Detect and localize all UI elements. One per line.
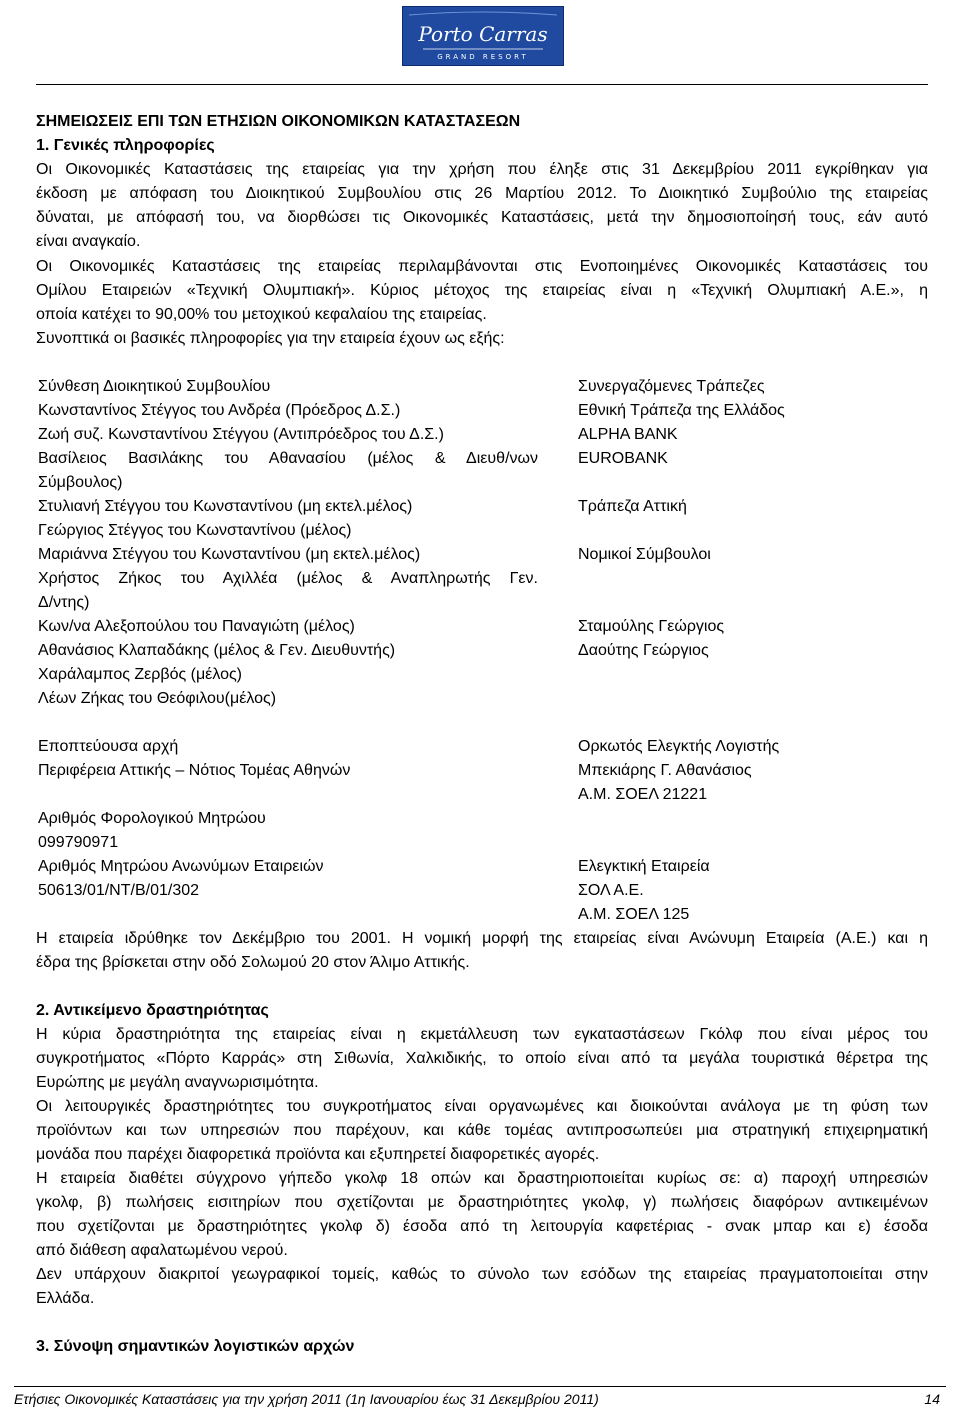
paragraph-5-line-3: Ευρώπης με μεγάλη αναγνωρισιμότητα. <box>36 1074 319 1091</box>
logo-text-main: Porto Carras <box>418 22 548 46</box>
legal-advisor: Δαούτης Γεώργιος <box>578 642 709 659</box>
paragraph-8-line-1: Δεν υπάρχουν διακριτοί γεωγραφικοί τομείς, καθώς το σύνολο των εσόδων της εταιρείας πραγματοποιείται στην <box>36 1266 928 1283</box>
board-member: Χαράλαμπος Ζερβός (μέλος) <box>38 666 243 683</box>
paragraph-8-line-2: Ελλάδα. <box>36 1290 95 1307</box>
auditor-heading: Ορκωτός Ελεγκτής Λογιστής <box>578 738 780 755</box>
board-member-cont: Δ/ντης) <box>38 594 90 611</box>
board-member: Κων/να Αλεξοπούλου του Παναγιώτη (μέλος) <box>38 618 355 635</box>
board-member: Γεώργιος Στέγγος του Κωνσταντίνου (μέλος) <box>38 522 352 539</box>
page-footer <box>14 1390 946 1408</box>
paragraph-4-line-1: Η εταιρεία ιδρύθηκε τον Δεκέμβριο του 2001. Η νομική μορφή της εταιρείας είναι Ανώνυμη Εταιρεία (Α.Ε.) και η <box>36 930 928 947</box>
sa-reg-value: 50613/01/ΝΤ/Β/01/302 <box>38 882 200 899</box>
legal-advisors-heading: Νομικοί Σύμβουλοι <box>578 546 711 563</box>
authority-heading: Εποπτεύουσα αρχή <box>38 738 179 755</box>
paragraph-6-line-1: Οι λειτουργικές δραστηριότητες του συγκροτήματος είναι οργανωμένες και διοικούνται ανάλογα με τη φύση των <box>36 1098 928 1115</box>
bank-item: EUROBANK <box>578 450 668 467</box>
paragraph-7-line-2: γκολφ, β) πωλήσεις εισιτηρίων που σχετίζονται με δραστηριότητες γκολφ, γ) πωλήσεις διαφόρων αντικειμένων <box>36 1194 928 1211</box>
section-3-heading: 3. Σύνοψη σημαντικών λογιστικών αρχών <box>36 1338 355 1355</box>
board-member: Λέων Ζήκας του Θεόφιλου(μέλος) <box>38 690 277 707</box>
board-member: Χρήστος Ζήκος του Αχιλλέα (μέλος & Αναπληρωτής Γεν. <box>38 570 538 587</box>
footer-text: Ετήσιες Οικονομικές Καταστάσεις για την χρήση 2011 (1η Ιανουαρίου έως 31 Δεκεμβρίου 2011) <box>14 1391 599 1407</box>
tax-reg-value: 099790971 <box>38 834 119 851</box>
footer-rule <box>14 1386 946 1387</box>
board-member: Στυλιανή Στέγγου του Κωνσταντίνου (μη εκτελ.μέλος) <box>38 498 413 515</box>
authority-value: Περιφέρεια Αττικής – Νότιος Τομέας Αθηνών <box>38 762 351 779</box>
tax-reg-heading: Αριθμός Φορολογικού Μητρώου <box>38 810 266 827</box>
board-member: Κωνσταντίνος Στέγγος του Ανδρέα (Πρόεδρος Δ.Σ.) <box>38 402 401 419</box>
paragraph-5-line-2: συγκροτήματος «Πόρτο Καρράς» στη Σιθωνία, Χαλκιδικής, το οποίο είναι από τα μεγάλα τουριστικά θέρετρα της <box>36 1050 928 1067</box>
board-heading: Σύνθεση Διοικητικού Συμβουλίου <box>38 378 271 395</box>
porto-carras-logo <box>402 6 564 66</box>
audit-firm-name: ΣΟΛ Α.Ε. <box>578 882 644 899</box>
paragraph-3: Συνοπτικά οι βασικές πληροφορίες για την εταιρεία έχουν ως εξής: <box>36 330 505 347</box>
paragraph-7-line-4: από διάθεση αφαλατωμένου νερού. <box>36 1242 288 1259</box>
header-rule <box>36 84 928 85</box>
banks-heading: Συνεργαζόμενες Τράπεζες <box>578 378 765 395</box>
legal-advisor: Σταμούλης Γεώργιος <box>578 618 725 635</box>
paragraph-7-line-1: Η εταιρεία διαθέτει σύγχρονο γήπεδο γκολφ 18 οπών και δραστηριοποιείται κυρίως σε: α) παροχή υπηρεσιών <box>36 1170 928 1187</box>
board-member: Μαριάννα Στέγγου του Κωνσταντίνου (μη εκτελ.μέλος) <box>38 546 421 563</box>
logo-text-sub: GRAND RESORT <box>437 53 529 61</box>
paragraph-2-line-2: Ομίλου Εταιρειών «Τεχνική Ολυμπιακή». Κύριος μέτοχος της εταιρείας είναι η «Τεχνική Ολυμπιακή Α.Ε.», η <box>36 282 928 299</box>
paragraph-4-line-2: έδρα της βρίσκεται στην οδό Σολωμού 20 στον Άλιμο Αττικής. <box>36 954 470 971</box>
document-title: ΣΗΜΕΙΩΣΕΙΣ ΕΠΙ ΤΩΝ ΕΤΗΣΙΩΝ ΟΙΚΟΝΟΜΙΚΩΝ ΚΑΤΑΣΤΑΣΕΩΝ <box>36 113 521 130</box>
board-member-cont: Σύμβουλος) <box>38 474 123 491</box>
paragraph-6-line-3: μονάδα που παρέχει διαφορετικά προϊόντα και εξυπηρετεί διαφορετικές αγορές. <box>36 1146 600 1163</box>
bank-item: Τράπεζα Αττική <box>578 498 687 515</box>
page-number: 14 <box>924 1391 940 1407</box>
paragraph-5-line-1: Η κύρια δραστηριότητα της εταιρείας είναι η εκμετάλλευση των εγκαταστάσεων Γκόλφ που είναι μέρος του <box>36 1026 928 1043</box>
paragraph-7-line-3: που σχετίζονται με δραστηριότητες γκολφ δ) έσοδα από τη λειτουργία καφετέριας - σνακ μπαρ και ε) έσοδα <box>36 1218 928 1235</box>
paragraph-1-line-1: Οι Οικονομικές Καταστάσεις της εταιρείας για την χρήση που έληξε στις 31 Δεκεμβρίου 2011 εγκρίθηκαν για <box>36 161 928 178</box>
audit-firm-reg: Α.Μ. ΣΟΕΛ 125 <box>578 906 690 923</box>
paragraph-2-line-1: Οι Οικονομικές Καταστάσεις της εταιρείας περιλαμβάνονται στις Ενοποιημένες Οικονομικές Καταστάσεις του <box>36 258 928 275</box>
audit-firm-heading: Ελεγκτική Εταιρεία <box>578 858 710 875</box>
board-member: Αθανάσιος Κλαπαδάκης (μέλος & Γεν. Διευθυντής) <box>38 642 396 659</box>
paragraph-1-line-2: έκδοση με απόφαση του Διοικητικού Συμβουλίου στις 26 Μαρτίου 2012. Το Διοικητικό Συμβούλιο της εταιρείας <box>36 185 928 202</box>
bank-item: Εθνική Τράπεζα της Ελλάδος <box>578 402 785 419</box>
auditor-reg: Α.Μ. ΣΟΕΛ 21221 <box>578 786 708 803</box>
paragraph-2-line-3: οποία κατέχει το 90,00% του μετοχικού κεφαλαίου της εταιρείας. <box>36 306 487 323</box>
board-member: Ζωή συζ. Κωνσταντίνου Στέγγου (Αντιπρόεδρος του Δ.Σ.) <box>38 426 444 443</box>
paragraph-1-line-3: δύναται, με απόφασή του, να διορθώσει τις Οικονομικές Καταστάσεις, μετά την δημοσιοποίησή τους, εάν αυτό <box>36 209 928 226</box>
paragraph-6-line-2: προϊόντων και των υπηρεσιών που παρέχουν, και κάθε τομέας αντιπροσωπεύει μια στρατηγική επιχειρηματική <box>36 1122 928 1139</box>
section-1-heading: 1. Γενικές πληροφορίες <box>36 137 215 154</box>
board-member: Βασίλειος Βασιλάκης του Αθανασίου (μέλος & Διευθ/νων <box>38 450 538 467</box>
auditor-name: Μπεκιάρης Γ. Αθανάσιος <box>578 762 752 779</box>
logo-graphic <box>403 7 563 65</box>
bank-item: ALPHA BANK <box>578 426 678 443</box>
paragraph-1-line-4: είναι αναγκαίο. <box>36 233 141 250</box>
section-2-heading: 2. Αντικείμενο δραστηριότητας <box>36 1002 269 1019</box>
sa-reg-heading: Αριθμός Μητρώου Ανωνύμων Εταιρειών <box>38 858 324 875</box>
